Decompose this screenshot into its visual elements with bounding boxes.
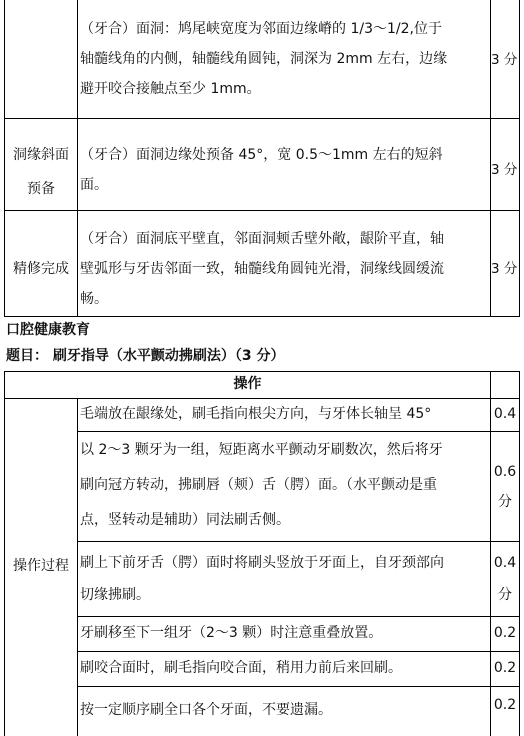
table-row [80, 433, 490, 538]
content-line: 壁弧形与牙齿邻面一致，轴髓线角圆钝光滑，洞缘线圆缓流 [80, 261, 444, 277]
content-line: 刷咬合面时，刷毛指向咬合面，稍用力前后来回刷。 [80, 660, 402, 676]
score-cell [491, 457, 519, 517]
score-line: 0.4 [493, 406, 517, 422]
table-row [80, 695, 490, 725]
score-line: 0.2 [493, 697, 517, 713]
row-label [5, 138, 77, 206]
table-border [4, 210, 520, 211]
content-line: （牙合）面洞边缘处预备 45°，宽 0.5～1mm 左右的短斜 [80, 147, 443, 163]
content-line: 按一定顺序刷全口各个牙面，不要遗漏。 [80, 702, 332, 718]
table-border [77, 651, 520, 652]
score-cell [491, 653, 519, 683]
content-line: 牙刷移至下一组牙（2～3 颗）时注意重叠放置。 [80, 625, 383, 641]
score-cell [491, 618, 519, 648]
score-line: 0.6 [493, 464, 517, 480]
table-border [4, 316, 520, 317]
score-cell [491, 690, 519, 720]
section-title: 口腔健康教育 [6, 322, 90, 338]
content-line: 轴髓线角的内侧，轴髓线角圆钝，洞深为 2mm 左右，边缘 [80, 51, 448, 67]
score-cell: 3 分 [491, 52, 518, 68]
score-line: 分 [498, 494, 512, 510]
score-cell: 3 分 [491, 162, 518, 178]
question-title: 题目： 刷牙指导（水平颤动拂刷法）（3 分） [6, 348, 285, 364]
score-cell [491, 399, 519, 429]
content-line: 毛端放在龈缘处，刷毛指向根尖方向，与牙体长轴呈 45° [80, 406, 432, 422]
table-border [77, 541, 520, 542]
content-line: 避开咬合接触点至少 1mm。 [80, 81, 261, 97]
score-line: 0.2 [493, 625, 517, 641]
table-row [80, 618, 490, 648]
content-line: 点，竖转动是辅助）同法刷舌侧。 [80, 512, 290, 528]
content-line: （牙合）面洞：鸠尾峡宽度为邻面边缘嵴的 1/3～1/2,位于 [80, 21, 442, 37]
content-line: 以 2～3 颗牙为一组，短距离水平颤动牙刷数次，然后将牙 [80, 442, 443, 458]
table-border [519, 371, 520, 736]
table-border [77, 431, 520, 432]
table-border [77, 686, 520, 687]
score-line: 0.2 [493, 660, 517, 676]
score-cell [491, 547, 519, 611]
table-border [77, 0, 78, 316]
content-line: 切缘拂刷。 [80, 587, 150, 603]
content-line: （牙合）面洞底平壁直，邻面洞颊舌壁外敞，龈阶平直，轴 [80, 231, 444, 247]
content-line: 畅。 [80, 291, 108, 307]
table-row [80, 653, 490, 683]
table-row [80, 224, 490, 314]
row-label-line: 预备 [27, 181, 55, 197]
score-cell: 3 分 [491, 261, 518, 277]
content-line: 刷向冠方转动，拂刷唇（颊）舌（腭）面。（水平颤动是重 [80, 477, 437, 493]
score-line: 分 [498, 587, 512, 603]
table-row [80, 14, 490, 104]
content-line: 面。 [80, 177, 108, 193]
table-header: 操作 [233, 376, 262, 392]
table-row [80, 547, 490, 611]
table-row [80, 399, 490, 429]
score-line: 0.4 [493, 555, 517, 571]
table-border [4, 118, 520, 119]
table-row [80, 140, 490, 200]
row-label-line: 精修完成 [13, 261, 69, 277]
group-label: 操作过程 [13, 558, 69, 574]
row-label-line: 洞缘斜面 [13, 147, 69, 163]
content-line: 刷上下前牙舌（腭）面时将刷头竖放于牙面上，自牙颈部向 [80, 555, 444, 571]
table-border [77, 616, 520, 617]
row-label [5, 254, 77, 284]
